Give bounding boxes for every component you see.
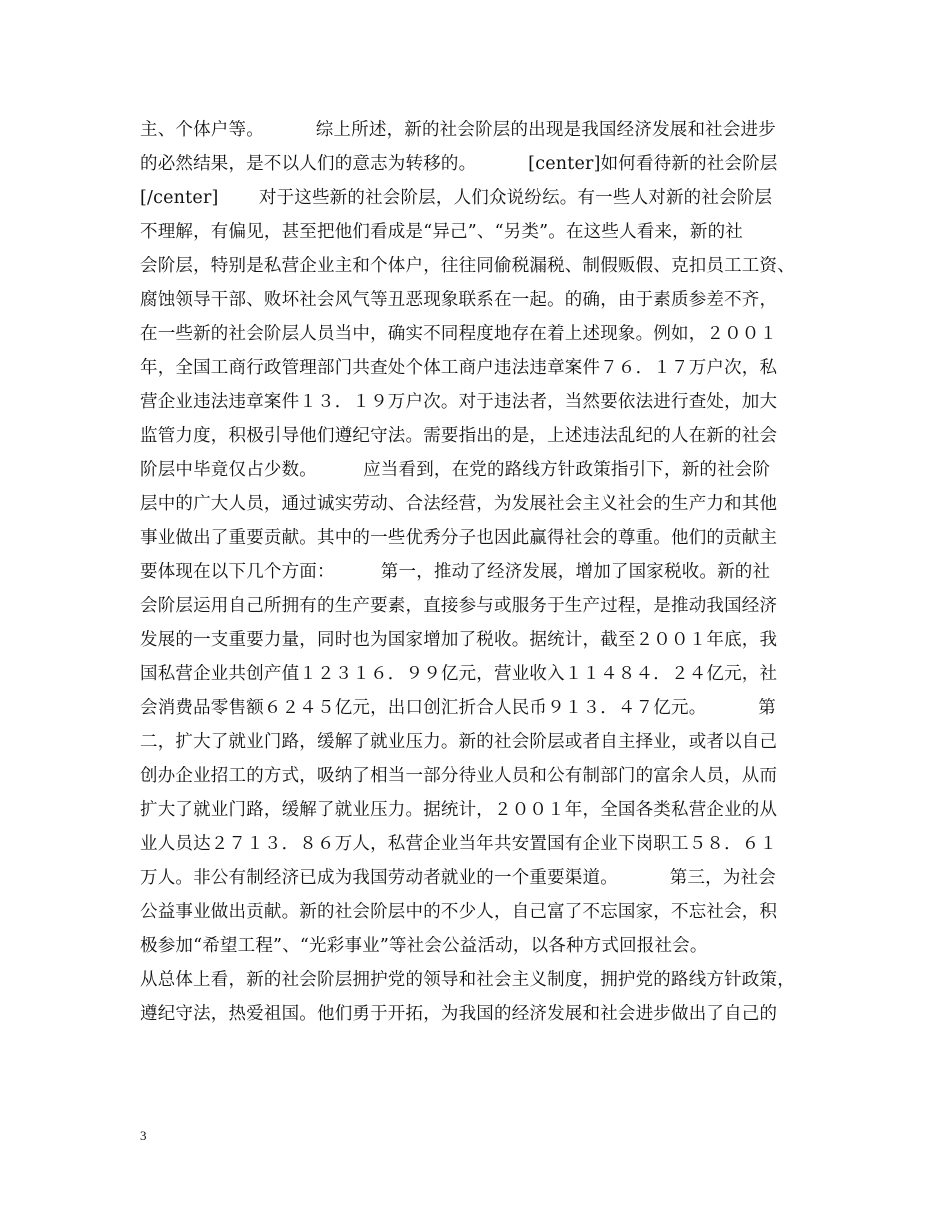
text-line-5: 会阶层，特别是私营企业主和个体户，往往同偷税漏税、制假贩假、克扣员工工资、 (140, 256, 795, 276)
text-line-6: 腐蚀领导干部、败坏社会风气等丑恶现象联系在一起。的确，由于素质参差不齐， (140, 290, 778, 310)
text-line-26: 从总体上看，新的社会阶层拥护党的领导和社会主义制度，拥护党的路线方针政策， (140, 970, 795, 990)
text-line-19: 二，扩大了就业门路，缓解了就业压力。新的社会阶层或者自主择业，或者以自己 (140, 732, 778, 752)
text-line-8: 年，全国工商行政管理部门共查处个体工商户违法违章案件７６．１７万户次，私 (140, 358, 778, 378)
body-text (140, 113, 820, 1031)
text-line-12: 层中的广大人员，通过诚实劳动、合法经营，为发展社会主义社会的生产力和其他 (140, 494, 778, 514)
text-line-3: [/center] 对于这些新的社会阶层，人们众说纷纭。有一些人对新的社会阶层 (140, 188, 773, 208)
text-line-21: 扩大了就业门路，缓解了就业压力。据统计，２００１年，全国各类私营企业的从 (140, 800, 778, 820)
text-line-27: 遵纪守法，热爱祖国。他们勇于开拓，为我国的经济发展和社会进步做出了自己的 (140, 1004, 778, 1024)
text-line-17: 国私营企业共创产值１２３１６．９９亿元，营业收入１１４８４．２４亿元，社 (140, 664, 778, 684)
text-line-4: 不理解，有偏见，甚至把他们看成是“异己”、“另类”。在这些人看来，新的社 (140, 222, 743, 242)
text-line-22: 业人员达２７１３．８６万人，私营企业当年共安置国有企业下岗职工５８．６１ (140, 834, 778, 854)
text-line-7: 在一些新的社会阶层人员当中，确实不同程度地存在着上述现象。例如，２００１ (140, 324, 778, 344)
page-number: 3 (140, 1128, 147, 1143)
text-line-14: 要体现在以下几个方面： 第一，推动了经济发展，增加了国家税收。新的社 (140, 562, 771, 582)
text-line-1: 主、个体户等。 综上所述，新的社会阶层的出现是我国经济发展和社会进步 (140, 120, 776, 140)
text-line-11: 阶层中毕竟仅占少数。 应当看到，在党的路线方针政策指引下，新的社会阶 (140, 460, 771, 480)
text-line-24: 公益事业做出贡献。新的社会阶层中的不少人，自己富了不忘国家，不忘社会，积 (140, 902, 778, 922)
text-line-2: 的必然结果，是不以人们的意志为转移的。 [center]如何看待新的社会阶层 (140, 154, 778, 174)
text-line-10: 监管力度，积极引导他们遵纪守法。需要指出的是，上述违法乱纪的人在新的社会 (140, 426, 778, 446)
text-line-18: 会消费品零售额６２４５亿元，出口创汇折合人民币９１３．４７亿元。 第 (140, 698, 776, 718)
text-line-15: 会阶层运用自己所拥有的生产要素，直接参与或服务于生产过程，是推动我国经济 (140, 596, 778, 616)
text-line-23: 万人。非公有制经济已成为我国劳动者就业的一个重要渠道。 第三，为社会 (140, 868, 776, 888)
text-line-9: 营企业违法违章案件１３．１９万户次。对于违法者，当然要依法进行查处，加大 (140, 392, 778, 412)
text-line-25: 极参加“希望工程”、“光彩事业”等社会公益活动，以各种方式回报社会。 (140, 936, 708, 956)
text-line-16: 发展的一支重要力量，同时也为国家增加了税收。据统计，截至２００１年底，我 (140, 630, 778, 650)
text-line-20: 创办企业招工的方式，吸纳了相当一部分待业人员和公有制部门的富余人员，从而 (140, 766, 778, 786)
text-line-13: 事业做出了重要贡献。其中的一些优秀分子也因此赢得社会的尊重。他们的贡献主 (140, 528, 778, 548)
